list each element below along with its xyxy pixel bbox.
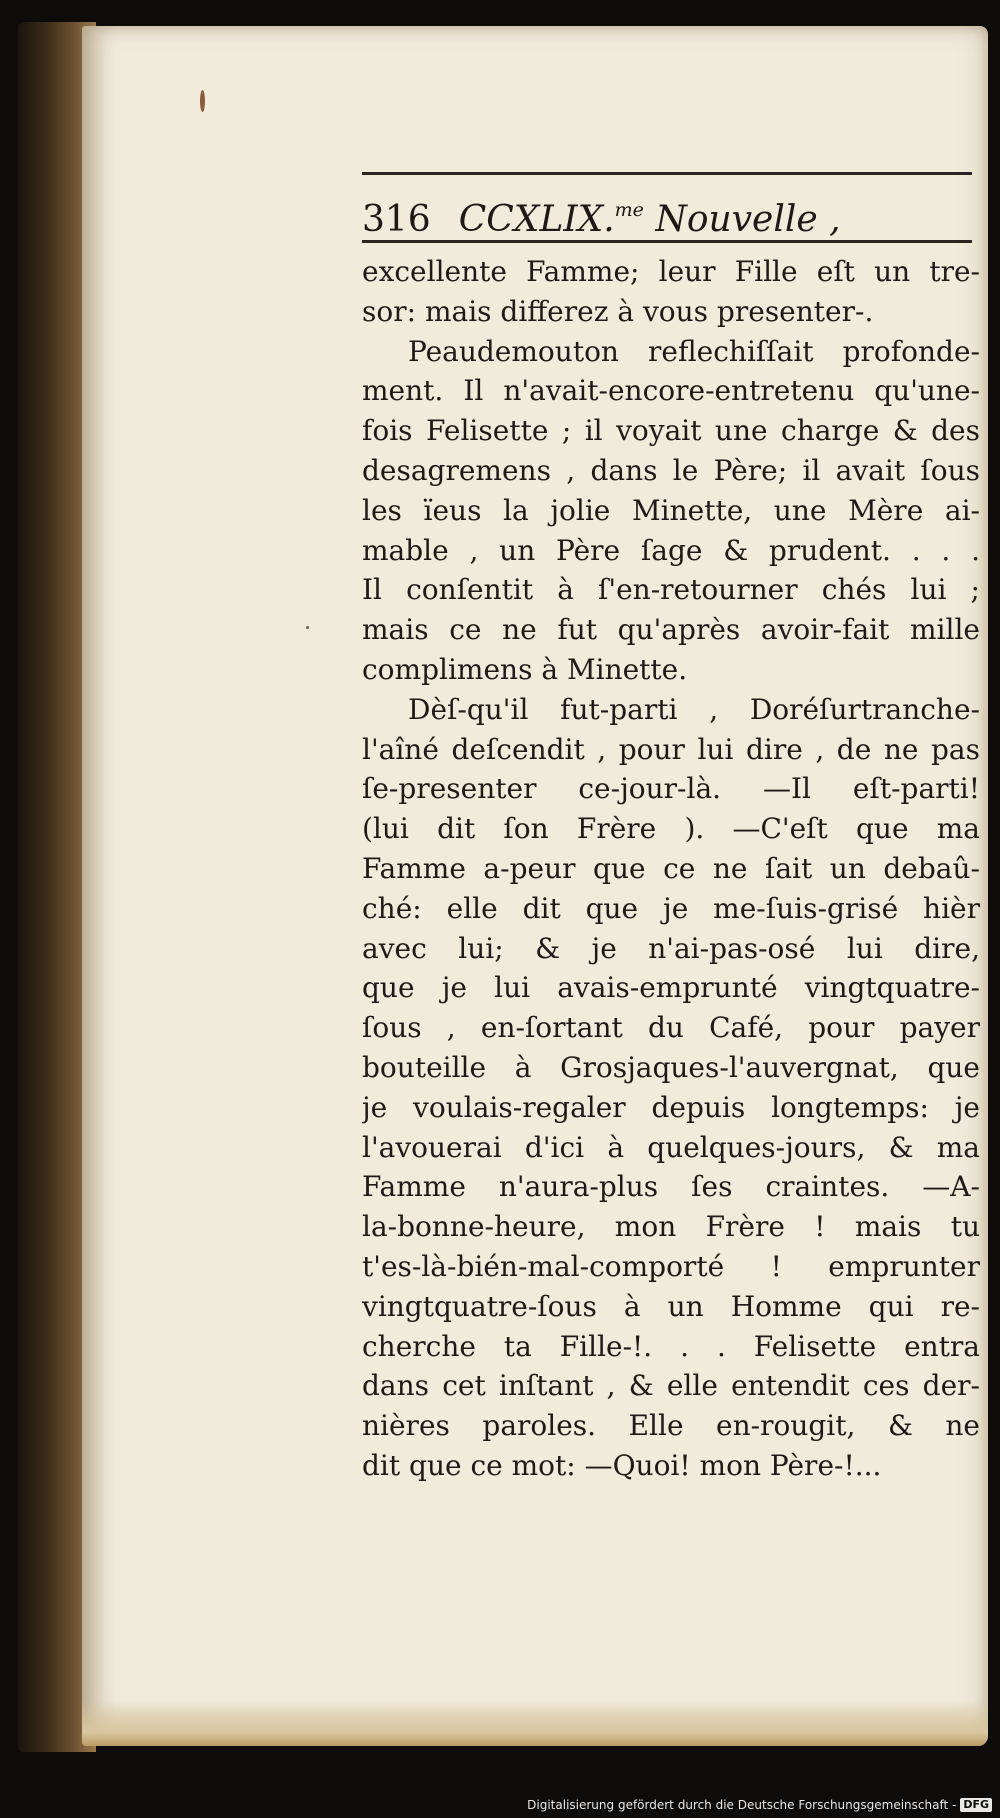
text-line: ſous , en-ſortant du Café, pour payer	[362, 1011, 980, 1045]
text-line: fois Felisette ; il voyait une charge & des	[362, 414, 980, 448]
page-bottom-edge	[82, 1700, 988, 1746]
text-line: les ïeus la jolie Minette, une Mère ai-	[362, 493, 980, 527]
page-body-text	[362, 252, 980, 1486]
text-line: mais ce ne fut qu'après avoir-fait mille	[362, 613, 980, 647]
text-line: vingtquatre-ſous à un Homme qui re-	[362, 1289, 980, 1323]
text-line: desagremens , dans le Père; il avait ſous	[362, 453, 980, 487]
header-rule-top	[362, 172, 972, 175]
text-line: Famme n'aura-plus ſes craintes. —A-	[362, 1170, 980, 1204]
running-title-superscript: me	[614, 199, 644, 221]
text-line: Famme a-peur que ce ne ſait un debaû-	[362, 851, 980, 885]
text-line: cherche ta Fille-!. . . Felisette entra	[362, 1329, 980, 1363]
text-line: mable , un Père ſage & prudent. . . .	[362, 533, 980, 567]
text-line: t'es-là-bién-mal-comporté ! emprunter	[362, 1249, 980, 1283]
digitization-credit	[527, 1796, 992, 1814]
text-line: l'avouerai d'ici à quelques-jours, & ma	[362, 1130, 980, 1164]
running-title: CCXLIX.	[458, 199, 615, 240]
dfg-logo: DFG	[960, 1798, 992, 1812]
text-line: avec lui; & je n'ai-pas-osé lui dire,	[362, 931, 980, 965]
credit-text: Digitalisierung gefördert durch die Deutsche Forschungsgemeinschaft -	[527, 1798, 957, 1812]
text-line: ſe-presenter ce-jour-là. —Il eſt-parti!	[362, 772, 980, 806]
page-number: 316	[362, 199, 431, 240]
page-header	[362, 180, 972, 240]
text-line: Dèſ-qu'il fut-parti , Doréſurtranche-	[408, 692, 980, 726]
header-rule-bottom	[362, 240, 972, 243]
text-line: excellente Famme; leur Fille eſt un tre-	[362, 255, 980, 288]
text-line: la-bonne-heure, mon Frère ! mais tu	[362, 1210, 980, 1244]
text-line: ment. Il n'avait-encore-entretenu qu'une-	[362, 374, 980, 408]
text-line: que je lui avais-emprunté vingtquatre-	[362, 971, 980, 1005]
text-line: Il conſentit à ſ'en-retourner chés lui ;	[362, 573, 980, 607]
text-line: bouteille à Grosjaques-l'auvergnat, que	[362, 1050, 980, 1084]
paper-stain	[200, 90, 205, 112]
paper-speck	[306, 626, 309, 629]
text-line: dans cet inſtant , & elle entendit ces der-	[362, 1369, 980, 1403]
text-line: (lui dit ſon Frère ). —C'eſt que ma	[362, 812, 980, 846]
text-line: complimens à Minette.	[362, 652, 688, 686]
text-line: sor: mais differez à vous presenter-.	[362, 294, 874, 328]
text-line: nières paroles. Elle en-rougit, & ne	[362, 1409, 980, 1443]
text-line: dit que ce mot: —Quoi! mon Père-!...	[362, 1448, 882, 1482]
text-line: ché: elle dit que je me-ſuis-grisé hièr	[362, 891, 980, 925]
text-line: l'aîné deſcendit , pour lui dire , de ne pas	[362, 732, 980, 766]
text-line: je voulais-regaler depuis longtemps: je	[362, 1090, 980, 1124]
text-line: Peaudemouton reflechiſſait profonde-	[408, 334, 980, 368]
running-title-rest: Nouvelle ,	[643, 199, 841, 240]
